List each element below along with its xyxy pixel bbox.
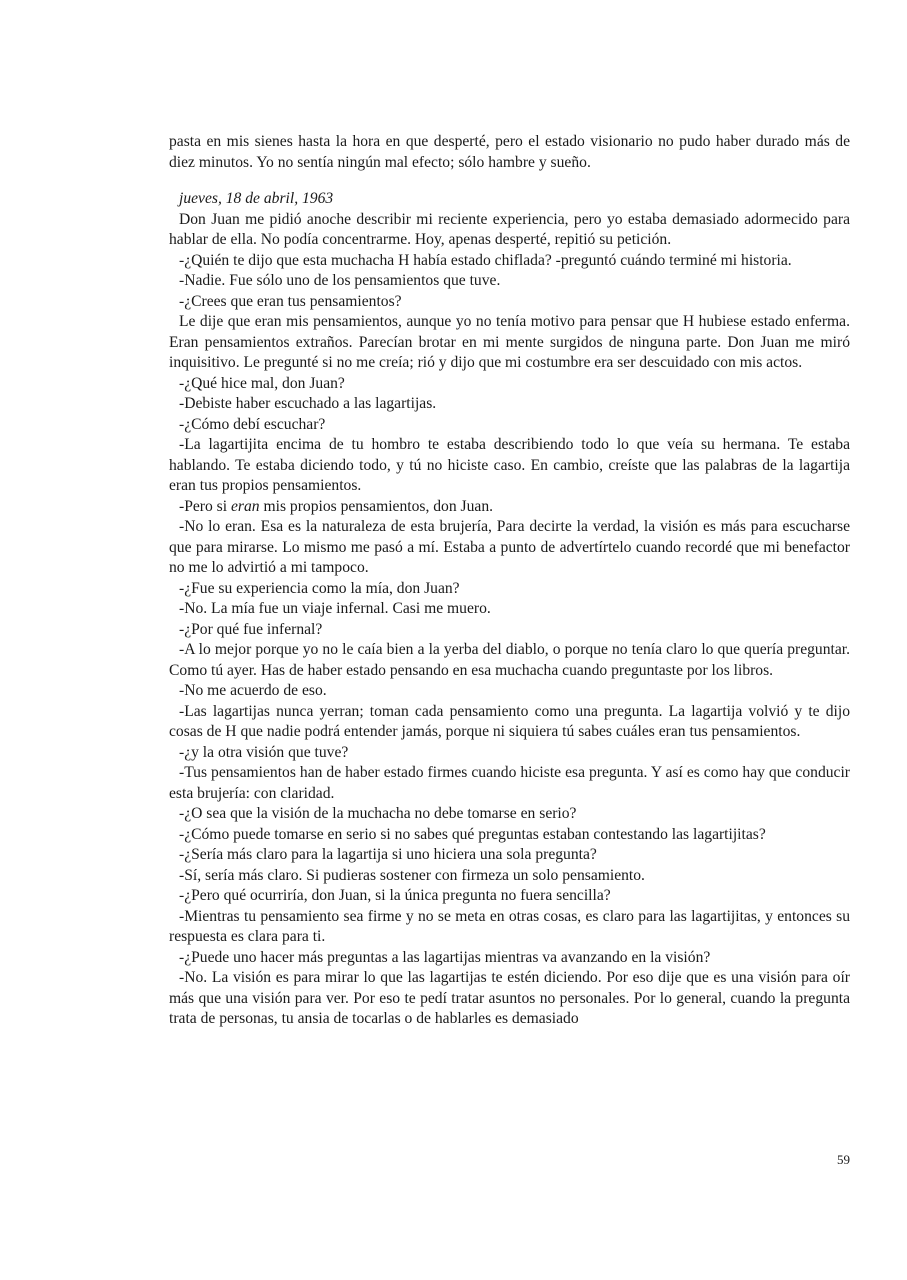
paragraph: -No me acuerdo de eso. bbox=[179, 682, 327, 699]
paragraph: -No. La mía fue un viaje infernal. Casi me muero. bbox=[179, 600, 491, 617]
paragraph: -Tus pensamientos han de haber estado firmes cuando hiciste esa pregunta. Y así es como hay que conducir esta brujería: con claridad. bbox=[169, 764, 850, 802]
paragraph: -¿Cómo puede tomarse en serio si no sabes qué preguntas estaban contestando las lagartijitas? bbox=[179, 825, 766, 843]
opening-paragraph: pasta en mis sienes hasta la hora en que desperté, pero el estado visionario no pudo haber durado más de diez minutos. Yo no sentía ningún mal efecto; sólo hambre y sueño. bbox=[169, 133, 850, 171]
paragraph: -¿Sería más claro para la lagartija si uno hiciera una sola pregunta? bbox=[179, 846, 597, 863]
paragraph: -¿O sea que la visión de la muchacha no debe tomarse en serio? bbox=[179, 805, 577, 822]
paragraph: -No lo eran. Esa es la naturaleza de esta brujería, Para decirte la verdad, la visión es más para escucharse que para mirarse. Lo mismo me pasó a mí. Estaba a punto de advertírtelo cuando recordé que mi benefactor no me lo advirtió a mi tampoco. bbox=[169, 518, 850, 576]
page-number: 59 bbox=[837, 1152, 850, 1167]
dialogue-section-1 bbox=[169, 210, 850, 497]
dialogue-section-2 bbox=[169, 517, 850, 1030]
paragraph: -Sí, sería más claro. Si pudieras sostener con firmeza un solo pensamiento. bbox=[179, 866, 645, 884]
paragraph: -Debiste haber escuchado a las lagartijas. bbox=[179, 395, 437, 412]
paragraph: -¿Quién te dijo que esta muchacha H había estado chiflada? -preguntó cuándo terminé mi historia. bbox=[179, 251, 792, 269]
paragraph: -¿Qué hice mal, don Juan? bbox=[179, 374, 345, 392]
journal-entry-date: jueves, 18 de abril, 1963 bbox=[179, 190, 334, 207]
paragraph: -¿Pero qué ocurriría, don Juan, si la única pregunta no fuera sencilla? bbox=[179, 887, 611, 904]
paragraph: -Mientras tu pensamiento sea firme y no se meta en otras cosas, es claro para las lagartijitas, y entonces su respuesta es clara para ti. bbox=[169, 907, 850, 945]
paragraph: -Nadie. Fue sólo uno de los pensamientos que tuve. bbox=[179, 272, 501, 289]
paragraph: -¿Fue su experiencia como la mía, don Juan? bbox=[179, 579, 460, 597]
paragraph: -No. La visión es para mirar lo que las lagartijas te estén diciendo. Por eso dije que es una visión para oír más que una visión para ver. Por eso te pedí tratar asuntos no personales. Por lo general, cuando la pregunta trata de personas, tu ansia de tocarlas o de hablarles es demasiado bbox=[169, 969, 850, 1027]
paragraph: Don Juan me pidió anoche describir mi reciente experiencia, pero yo estaba demasiado adormecido para hablar de ella. No podía concentrarme. Hoy, apenas desperté, repitió su petición. bbox=[169, 210, 850, 248]
page-body bbox=[169, 132, 850, 1030]
emphasized-word: eran bbox=[230, 497, 260, 515]
emphasis-before: -Pero si bbox=[179, 497, 231, 515]
paragraph: -¿y la otra visión que tuve? bbox=[179, 743, 349, 761]
paragraph: -La lagartijita encima de tu hombro te estaba describiendo todo lo que veía su hermana. Te estaba hablando. Te estaba diciendo todo, y tú no hiciste caso. En cambio, creíste que las palabras de la lagartija eran tus propios pensamientos. bbox=[169, 436, 850, 494]
paragraph: -¿Puede uno hacer más preguntas a las lagartijas mientras va avanzando en la visión? bbox=[179, 948, 711, 966]
paragraph: -¿Cómo debí escuchar? bbox=[179, 415, 326, 433]
paragraph: Le dije que eran mis pensamientos, aunque yo no tenía motivo para pensar que H hubiese estado enferma. Eran pensamientos extraños. Parecían brotar en mi mente surgidos de ninguna parte. Don Juan me miró inquisitivo. Le pregunté si no me creía; rió y dijo que mi costumbre era ser descuidado con mis actos. bbox=[169, 313, 850, 371]
paragraph: -A lo mejor porque yo no le caía bien a la yerba del diablo, o porque no tenía claro lo que quería preguntar. Como tú ayer. Has de haber estado pensando en esa muchacha cuando preguntaste por los libros. bbox=[169, 641, 850, 679]
emphasis-paragraph bbox=[169, 497, 850, 518]
paragraph: -Las lagartijas nunca yerran; toman cada pensamiento como una pregunta. La lagartija volvió y te dijo cosas de H que nadie podrá entender jamás, porque ni siquiera tú sabes cuáles eran tus pensamientos. bbox=[169, 702, 850, 740]
emphasis-after: mis propios pensamientos, don Juan. bbox=[259, 497, 494, 515]
paragraph: -¿Por qué fue infernal? bbox=[179, 620, 323, 638]
paragraph: -¿Crees que eran tus pensamientos? bbox=[179, 292, 402, 310]
